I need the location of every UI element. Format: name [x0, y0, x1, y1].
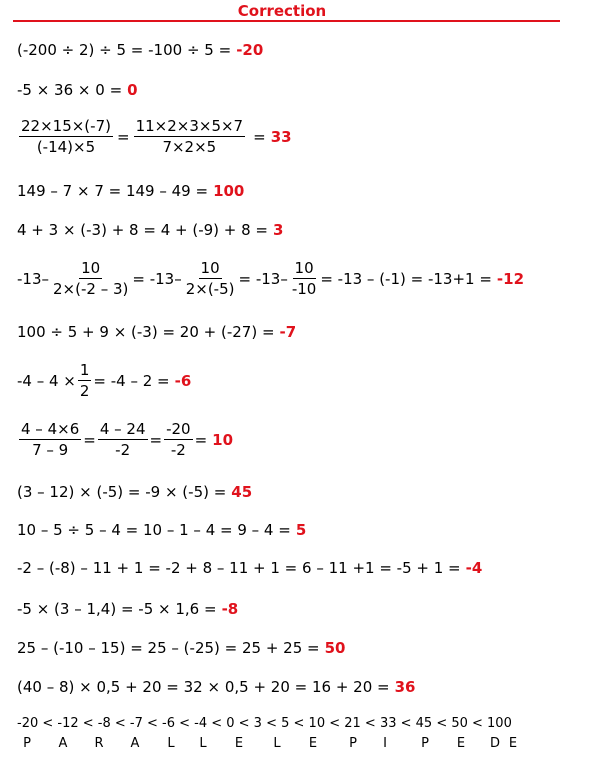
letter: P	[421, 736, 429, 751]
calc-expression: -4 – 4 ×	[17, 371, 76, 390]
calc-line-10	[17, 483, 252, 501]
numerator: 10	[81, 259, 101, 277]
fraction	[290, 260, 319, 297]
calc-expression: 10 – 5 ÷ 5 – 4 = 10 – 1 – 4 = 9 – 4 =	[17, 521, 291, 539]
calc-answer: -6	[174, 371, 192, 390]
letter: P	[349, 736, 357, 751]
numerator: 4 – 4×6	[21, 420, 80, 438]
denominator: -2	[115, 441, 131, 459]
numerator: 10	[294, 259, 314, 277]
calc-expression: 4 + 3 × (-3) + 8 = 4 + (-9) + 8 =	[17, 221, 269, 239]
letter: I	[383, 736, 387, 751]
correction-title: Correction	[237, 2, 327, 20]
fraction	[184, 260, 237, 297]
numerator: 1	[79, 361, 90, 379]
denominator: 2×(-2 – 3)	[53, 280, 129, 298]
calc-expression: -5 × (3 – 1,4) = -5 × 1,6 =	[17, 600, 217, 618]
calc-expression: = -13 – (-1) = -13+1 =	[320, 269, 492, 288]
fraction	[98, 421, 148, 458]
calc-line-1	[17, 41, 263, 59]
calc-expression: (40 – 8) × 0,5 + 20 = 32 × 0,5 + 20 = 16 + 20 =	[17, 678, 390, 696]
numerator: 11×2×3×5×7	[135, 117, 244, 135]
calc-answer: -7	[279, 323, 297, 341]
calc-answer: 33	[270, 127, 292, 146]
calc-answer: 36	[394, 678, 416, 696]
letter: L	[273, 736, 281, 751]
ordering-sequence: -20 < -12 < -8 < -7 < -6 < -4 < 0 < 3 < 5 < 10 < 21 < 33 < 45 < 50 < 100	[17, 716, 512, 731]
denominator: -2	[170, 441, 186, 459]
denominator: 2	[79, 382, 90, 400]
denominator: (-14)×5	[36, 138, 96, 156]
denominator: 7 – 9	[32, 441, 69, 459]
calc-answer: -4	[465, 559, 483, 577]
letter: L	[167, 736, 175, 751]
calc-expression: = -4 – 2 =	[93, 371, 170, 390]
letter: E	[508, 736, 518, 751]
fraction	[19, 421, 81, 458]
calc-expression: 149 – 7 × 7 = 149 – 49 =	[17, 182, 209, 200]
calc-line-13	[17, 600, 238, 618]
calc-line-9: $\frac{4 - 4\times 6}{7 - 9}$ = $\frac{4 - 24}{-2}$ = $\frac{-20}{-2}$ = 10	[21, 420, 234, 459]
letter: E	[456, 736, 466, 751]
calc-expression: 25 – (-10 – 15) = 25 – (-25) = 25 + 25 =	[17, 639, 320, 657]
calc-expression: (-200 ÷ 2) ÷ 5 = -100 ÷ 5 =	[17, 41, 232, 59]
fraction	[78, 362, 92, 399]
calc-expression: (3 – 12) × (-5) = -9 × (-5) =	[17, 483, 227, 501]
answer-letters	[17, 736, 527, 754]
calc-line-2	[17, 81, 138, 99]
letter: D	[489, 736, 500, 751]
calc-answer: 5	[295, 521, 307, 539]
calc-answer: 100	[213, 182, 245, 200]
calc-line-14	[17, 639, 345, 657]
letter: P	[23, 736, 31, 751]
letter: R	[94, 736, 104, 751]
fraction	[19, 118, 113, 155]
calc-answer: -20	[236, 41, 264, 59]
numerator: 10	[200, 259, 220, 277]
calc-line-12	[17, 559, 482, 577]
fraction	[51, 260, 130, 297]
calc-answer: 45	[231, 483, 253, 501]
letter: A	[130, 736, 140, 751]
calc-line-5	[17, 221, 283, 239]
title-underline	[13, 20, 560, 22]
calc-line-11	[17, 521, 306, 539]
calc-expression: -13–	[17, 269, 49, 288]
calc-answer: 10	[212, 430, 234, 449]
fraction	[134, 118, 246, 155]
fraction	[164, 421, 193, 458]
calc-expression: 100 ÷ 5 + 9 × (-3) = 20 + (-27) =	[17, 323, 275, 341]
letter: E	[234, 736, 244, 751]
letter: L	[199, 736, 207, 751]
calc-answer: -8	[221, 600, 239, 618]
calc-line-6	[17, 260, 524, 297]
calc-line-3: $\frac{22\times 15\times(-7)}{(-14)\times 5}$ = $\frac{11\times 2\times 3\times 5\times 7}{7\times 2\times 5}$ = 33	[21, 117, 292, 156]
calc-expression: = -13–	[238, 269, 288, 288]
calc-expression: -5 × 36 × 0 =	[17, 81, 123, 99]
letter: E	[308, 736, 318, 751]
calc-expression: = -13–	[132, 269, 182, 288]
calc-answer: 3	[273, 221, 284, 239]
calc-line-15	[17, 678, 415, 696]
numerator: 22×15×(-7)	[21, 117, 111, 135]
calc-line-4	[17, 182, 244, 200]
calc-expression: -2 – (-8) – 11 + 1 = -2 + 8 – 11 + 1 = 6 – 11 +1 = -5 + 1 =	[17, 559, 461, 577]
letter: A	[58, 736, 68, 751]
numerator: -20	[166, 420, 191, 438]
numerator: 4 – 24	[99, 420, 146, 438]
denominator: 7×2×5	[162, 138, 217, 156]
calc-line-8	[17, 362, 191, 399]
denominator: -10	[291, 280, 317, 298]
denominator: 2×(-5)	[185, 280, 235, 298]
calc-answer: -12	[496, 269, 525, 288]
calc-line-7	[17, 323, 296, 341]
calc-answer: 0	[127, 81, 138, 99]
calc-answer: 50	[324, 639, 346, 657]
